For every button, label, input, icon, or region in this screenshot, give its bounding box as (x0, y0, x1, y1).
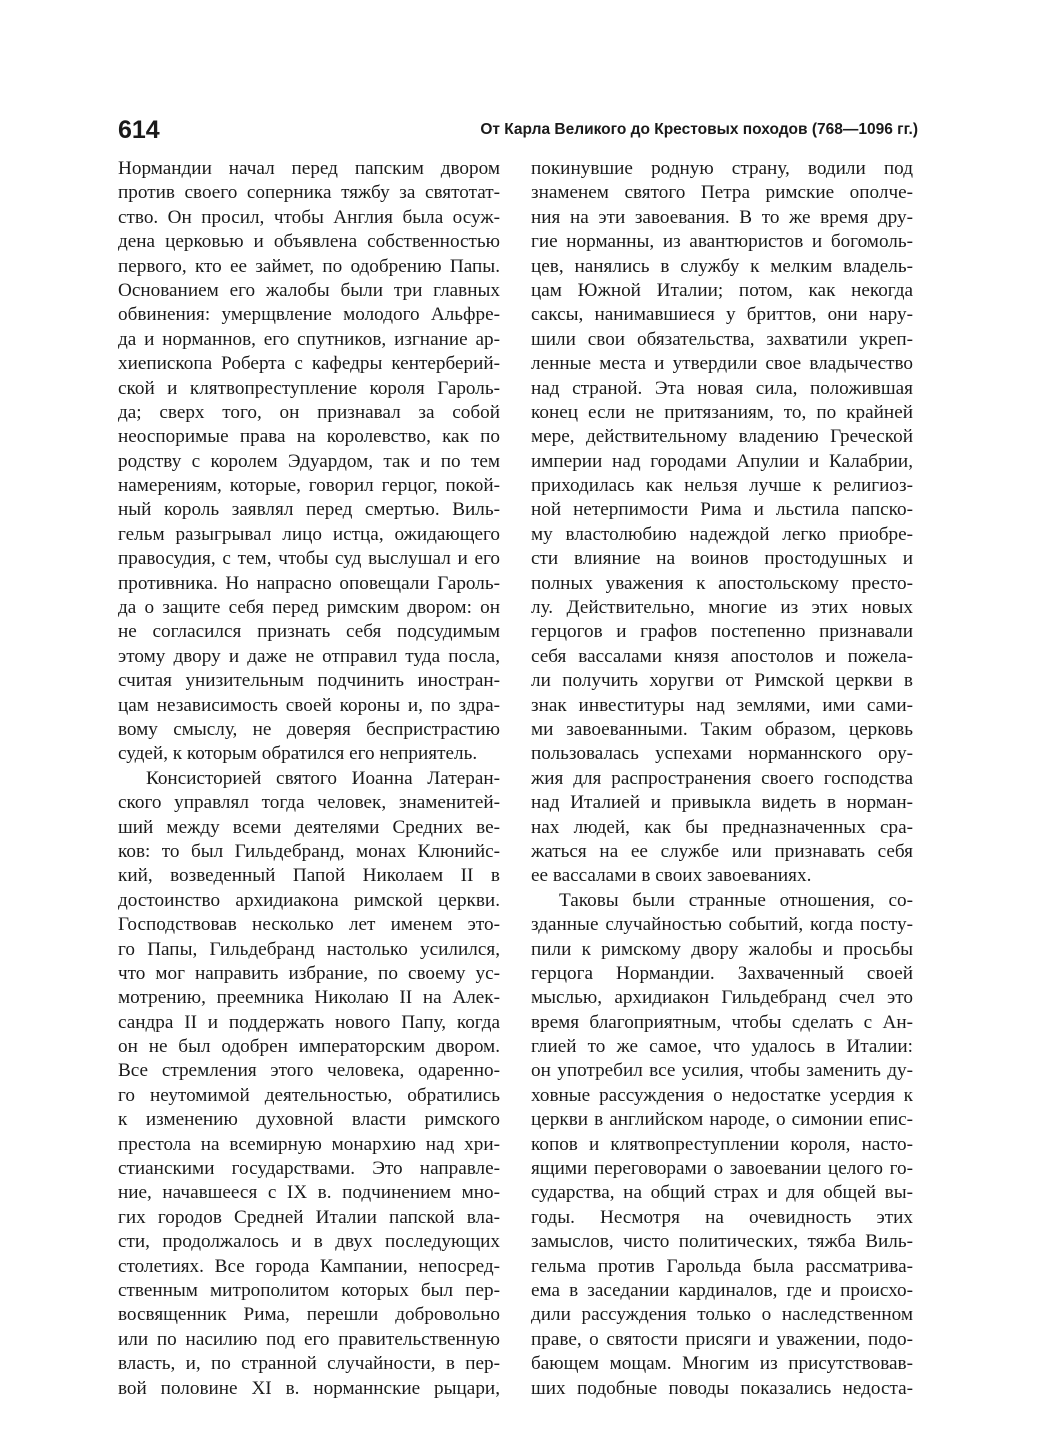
text-line: го неутомимой деятельностью, обратились (118, 1084, 500, 1106)
text-line: ство. Он просил, чтобы Англия была осуж- (118, 206, 500, 228)
text-line: ший между всеми деятелями Средних ве- (118, 816, 500, 838)
text-line: жия для распространения своего господства (531, 767, 913, 789)
text-column-left (118, 157, 500, 1401)
text-line: родству с королем Эдуардом, так и по тем (118, 450, 500, 472)
text-line: он употребил все усилия, чтобы заменить ду- (531, 1060, 913, 1082)
running-title: От Карла Великого до Крестовых походов (768—1096 гг.) (480, 121, 918, 138)
text-line: правосудия, с тем, чтобы суд выслушал и его (118, 548, 500, 570)
text-line: сударства, на общий страх и для общей вы- (531, 1182, 913, 1204)
text-line: ема в заседании кардиналов, где и происхо- (531, 1279, 913, 1301)
text-column-right (531, 157, 913, 1401)
text-line: зданные случайностью событий, когда посту- (531, 914, 913, 936)
text-line: цев, нанялись в службу к мелким владель- (531, 255, 913, 277)
page-number: 614 (118, 116, 160, 144)
text-line: ской и клятвопреступление короля Гароль- (118, 377, 500, 399)
text-line: вому смыслу, не доверяя беспристрастию (118, 718, 500, 740)
text-line: кий, возведенный Папой Николаем II в (118, 865, 500, 887)
text-line: гих городов Средней Италии папской вла- (118, 1206, 500, 1228)
text-line: гие норманны, из авантюристов и богомоль- (531, 231, 913, 253)
text-line: он не был одобрен императорским двором. (118, 1036, 500, 1058)
text-line: престола на всемирную монархию над хри- (118, 1133, 500, 1155)
text-line: лу. Действительно, многие из этих новых (531, 597, 913, 619)
text-line: нах людей, как бы предназначенных сра- (531, 816, 913, 838)
text-line: Все стремления этого человека, одаренно- (118, 1060, 500, 1082)
text-line: да; сверх того, он признавал за собой (118, 401, 500, 423)
text-line: гельма против Гарольда была рассматрива- (531, 1255, 913, 1277)
text-line: ния на эти завоевания. В то же время дру- (531, 206, 913, 228)
text-line: намерениям, которые, говорил герцог, покой- (118, 475, 500, 497)
text-line: ховные рассуждения о недостатке усердия к (531, 1084, 913, 1106)
text-line: Основанием его жалобы были три главных (118, 279, 500, 301)
text-line: гельм разыгрывал лицо истца, ожидающего (118, 523, 500, 545)
text-line: этому двору и даже не отправил туда посла, (118, 645, 500, 667)
text-line: Таковы были странные отношения, со- (559, 889, 913, 911)
text-line: что мог направить избрание, по своему ус- (118, 962, 500, 984)
text-line: копов и клятвопреступлении короля, насто- (531, 1133, 913, 1155)
text-line: конец если не притязаниям, то, по крайней (531, 401, 913, 423)
text-line: цам независимость своей короны и, по здра- (118, 694, 500, 716)
text-line: Нормандии начал перед папским двором (118, 158, 500, 179)
text-line: мыслью, архидиакон Гильдебранд счел это (531, 987, 913, 1009)
text-line: не согласился признать себя подсудимым (118, 621, 500, 643)
text-line: ми завоеванными. Таким образом, церковь (531, 718, 913, 740)
text-line: ние, начавшееся с IX в. подчинением мно- (118, 1182, 500, 1204)
text-line: хиепископа Роберта с кафедры кентерберий- (118, 353, 500, 375)
text-line: ный король заявлял перед смертью. Виль- (118, 499, 500, 521)
text-line: жаться на ее службе или признавать себя (531, 840, 913, 862)
text-line: церкви в английском народе, о симонии епис- (531, 1109, 913, 1131)
text-line: обвинения: умерщвление молодого Альфре- (118, 304, 500, 326)
text-line: мере, действительному владению Греческой (531, 426, 913, 448)
text-line: да о защите себя перед римским двором: он (118, 597, 500, 619)
text-line: бающем мощам. Многим из присутствовав- (531, 1353, 913, 1375)
text-line: да и норманнов, его спутников, изгнание ар- (118, 328, 500, 350)
text-line: герцогов и графов постепенно признавали (531, 621, 913, 643)
text-line: му властолюбию надеждой легко приобре- (531, 523, 913, 545)
text-line: против своего соперника тяжбу за святотат- (118, 182, 500, 204)
text-line: глией то же самое, что удалось в Италии: (531, 1036, 913, 1058)
text-line: сти влияние на воинов простодушных и (531, 548, 913, 570)
text-line: дили рассуждения только о наследственном (531, 1304, 913, 1326)
text-line: покинувшие родную страну, водили под (531, 158, 913, 179)
text-line: Консисторией святого Иоанна Латеран- (146, 767, 500, 789)
text-line: власть, и, по странной случайности, в пер- (118, 1353, 500, 1375)
text-line: дена церковью и объявлена собственностью (118, 231, 500, 253)
text-line: ших подобные поводы показались недоста- (531, 1377, 913, 1399)
text-line: приходилась как нельзя лучше к религиоз- (531, 475, 913, 497)
text-line: время благоприятным, чтобы сделать с Ан- (531, 1011, 913, 1033)
text-line: герцога Нормандии. Захваченный своей (531, 962, 913, 984)
text-line: ящими переговорами о завоевании целого го- (531, 1158, 913, 1180)
text-line: ленные места и утвердили свое владычество (531, 353, 913, 375)
text-line: достоинство архидиакона римской церкви. (118, 889, 500, 911)
text-line: или по насилию под его правительственную (118, 1328, 500, 1350)
text-line: ского управлял тогда человек, знаменитей- (118, 792, 500, 814)
text-line: себя вассалами князя апостолов и пожела- (531, 645, 913, 667)
text-line: ственным митрополитом которых был пер- (118, 1279, 500, 1301)
text-line: империи над городами Апулии и Калабрии, (531, 450, 913, 472)
text-line: замыслов, чисто политических, тяжба Виль- (531, 1231, 913, 1253)
text-line: праве, о святости присяги и уважении, подо- (531, 1328, 913, 1350)
text-line: вой половине XI в. норманнские рыцари, (118, 1377, 500, 1399)
text-line: ее вассалами в своих завоеваниях. (531, 865, 812, 887)
text-line: считая унизительным подчинить иностран- (118, 670, 500, 692)
text-line: цам Южной Италии; потом, как некогда (531, 279, 913, 301)
text-line: над страной. Эта новая сила, положившая (531, 377, 913, 399)
text-line: восвященник Рима, перешли добровольно (118, 1304, 500, 1326)
text-line: стианскими государствами. Это направле- (118, 1158, 500, 1180)
text-line: пили к римскому двору жалобы и просьбы (531, 938, 913, 960)
text-line: над Италией и привыкла видеть в норман- (531, 792, 913, 814)
text-line: го Папы, Гильдебранд настолько усилился, (118, 938, 500, 960)
text-line: годы. Несмотря на очевидность этих (531, 1206, 913, 1228)
text-line: сти, продолжалось и в двух последующих (118, 1231, 500, 1253)
text-line: мотрению, преемника Николаю II на Алек- (118, 987, 500, 1009)
text-line: полных уважения к апостольскому престо- (531, 572, 913, 594)
text-line: к изменению духовной власти римского (118, 1109, 500, 1131)
text-line: противника. Но напрасно оповещали Гароль- (118, 572, 500, 594)
text-line: ков: то был Гильдебранд, монах Клюнийс- (118, 840, 500, 862)
text-line: столетиях. Все города Кампании, непосред- (118, 1255, 500, 1277)
text-line: ной нетерпимости Рима и льстила папско- (531, 499, 913, 521)
text-line: неоспоримые права на королевство, как по (118, 426, 500, 448)
text-line: саксы, нанимавшиеся у бриттов, они нару- (531, 304, 913, 326)
page-header (118, 112, 918, 148)
text-line: Господствовав несколько лет именем это- (118, 914, 500, 936)
text-line: сандра II и поддержать нового Папу, когда (118, 1011, 500, 1033)
text-line: знаменем святого Петра римские ополче- (531, 182, 913, 204)
text-line: судей, к которым обратился его неприятель. (118, 743, 478, 765)
text-line: знак инвеституры над землями, ими сами- (531, 694, 913, 716)
text-line: пользовалась успехами норманнского ору- (531, 743, 913, 765)
text-line: ли получить хоругви от Римской церкви в (531, 670, 913, 692)
text-line: первого, кто ее займет, по одобрению Папы. (118, 255, 500, 277)
text-line: шили свои обязательства, захватили укреп- (531, 328, 913, 350)
